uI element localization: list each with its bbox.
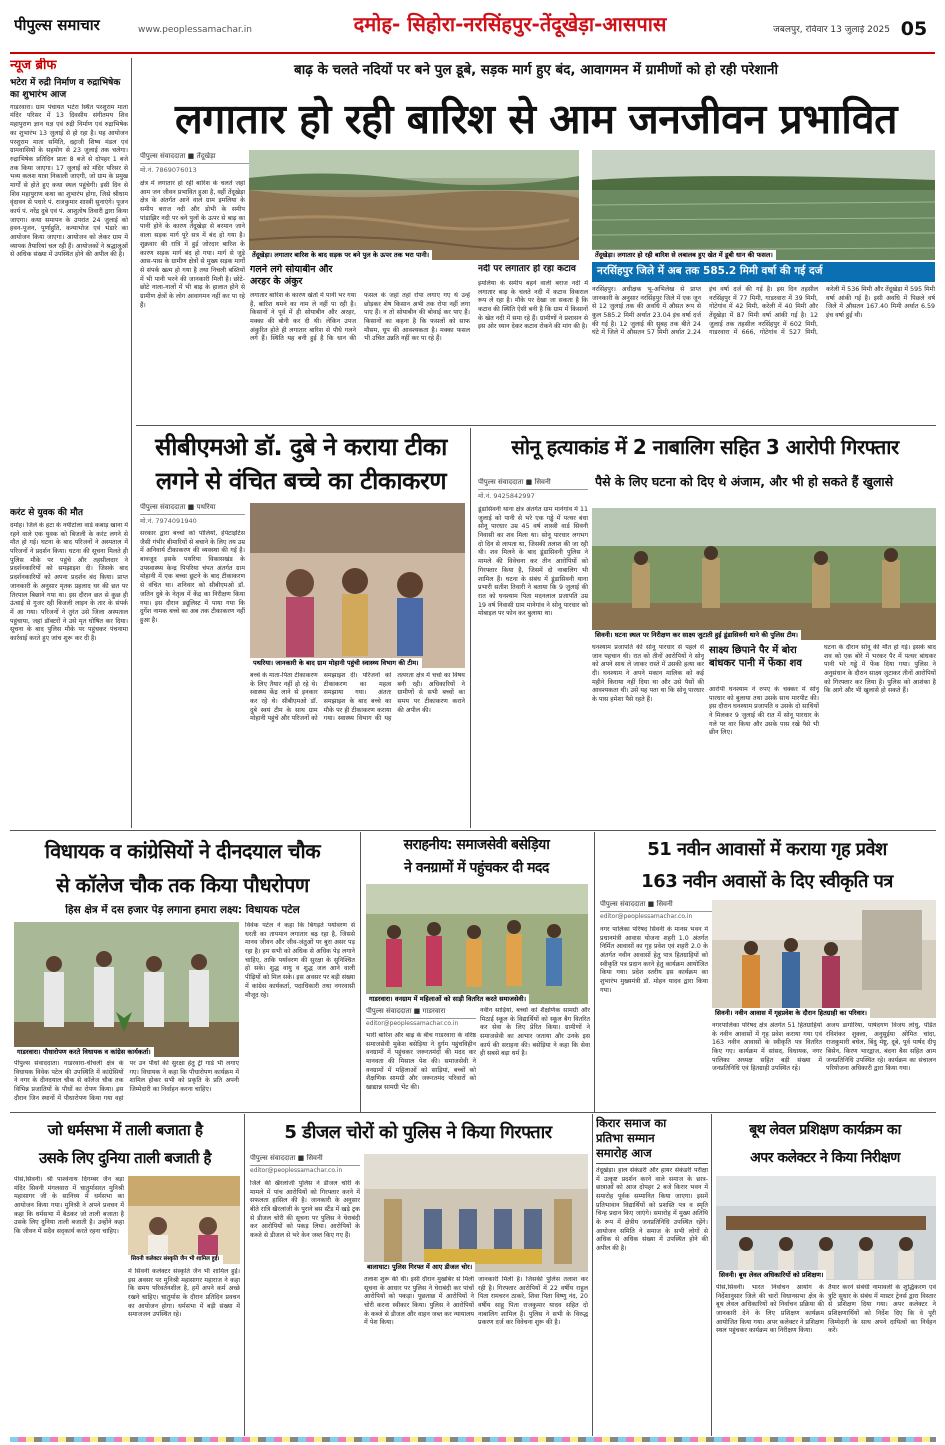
sonu-byline: पीपुल्स संवाददाता ■ सिवनी (478, 478, 588, 490)
booth-headline-2: अपर कलेक्टर ने किया निरीक्षण (750, 1150, 900, 1166)
mla-photo (14, 922, 239, 1057)
page-number: 05 (900, 18, 928, 40)
cbmo-byline: पीपुल्स संवाददाता ■ पथरिया (140, 503, 245, 515)
lead-headline: लगातार हो रही बारिश से आम जनजीवन प्रभावित (175, 95, 897, 143)
kirar-box (596, 1116, 708, 1434)
kirar-headline-2: प्रतिभा सम्मान (596, 1130, 655, 1145)
awas-email: editor@peoplessamachar.co.in (600, 913, 693, 920)
cbmo-photo (250, 503, 465, 668)
taali-photo (128, 1176, 240, 1264)
region-title: दमोह- सिहोरा-नरसिंहपुर-तेंदूखेड़ा-आसपास (353, 12, 667, 36)
cbmo-mobile: मो.नं. 7974091940 (140, 517, 197, 525)
mla-column-1: पीपुल्स संवाददाता। गाडरवारा-चीचली क्षेत्र के विधायक विवेक पटेल की उपस्थिति में कांग्रेसियों ने नगर के दीनदयाल चौक से कॉलेज चौक तक विभिन्न प्रजातियों के पौधों का रोपण किया। इस दौरान जिन स्थानों में पौधारोपण किया गया वहां पर उन पौधों की सुरक्षा हेतु ट्री गार्ड भी लगाए गए। विधायक ने कहा कि पौधारोपण कार्यक्रम में शामिल होकर सभी को प्रकृति के प्रति अपनी जिम्मेदारी का निर्वाहन करना चाहिए। (14, 1060, 239, 1102)
lead-column-erosion: इमलिया के समीप बहने वाली बराज नदी में लगातार बाढ़ के चलते नदी में कटाव विकराल रूप ले रहा है। मौके पर देखा जा सकता है कि कटाव की स्थिति ऐसी बनी है कि ग्राम में किसानों के खेत नदी में समा रहे हैं। ग्रामीणों ने प्रशासन से इस ओर ध्यान देकर कटाव रोकने की मांग की है। (478, 280, 588, 331)
photo-caption: सिवनी। घटना स्थल पर निरीक्षण कर साक्ष्य जुटाती हुई डूंडासिवनी थाने की पुलिस टीम। (592, 630, 801, 640)
column-divider (470, 428, 471, 828)
cbmo-headline-1: सीबीएमओ डॉ. दुबे ने कराया टीका (155, 433, 447, 461)
masthead-rule (10, 52, 935, 54)
taali-headline-2: उसके लिए दुनिया ताली बजाती है (38, 1149, 212, 1167)
sonu-headline: सोनू हत्याकांड में 2 नाबालिग सहित 3 आरोपी गिरफ्तार (511, 435, 899, 459)
sonu-mobile: मो.नं. 9425842997 (478, 492, 535, 500)
photo-caption: गाडरवारा। वनग्राम में महिलाओं को साड़ी वितरित करते समाजसेवी। (366, 994, 529, 1004)
sonu-column-2: घनश्याम प्रजापति की सोनू पारधार से पहले से जान पहचान थी। रात को तीनों आरोपियों ने सोनू को अपने साथ ले जाकर रास्ते में उसकी हत्या कर दी। घनश्याम ने अपने मकान मालिक को कई महीने किराया नहीं दिया था और उसे पैसों की आवश्यकता थी। उसे यह पता था कि सोनू पारधार के पास हमेशा पैसे रहते हैं। (592, 644, 704, 704)
sonu-column-4: घटना के दौरान सोनू की मौत हो गई। इसके बाद शव को एक बोरे में भरकर पैर में पत्थर बांधकर पानी भरे गड्ढे में फेंक दिया गया। पुलिस ने अनुसंधान के दौरान साक्ष्य जुटाकर तीनों आरोपियों को गिरफ्तार कर लिया है। पुलिस को आशंका है कि आगे और भी खुलासे हो सकते हैं। (824, 644, 936, 695)
news-brief-column (10, 58, 128, 828)
column-divider (594, 832, 595, 1112)
basediya-headline-1: सराहनीय: समाजसेवी बसेड़िया (403, 837, 550, 853)
mla-headline-1: विधायक व कांग्रेसियों ने दीनदयाल चौक (44, 839, 321, 863)
booth-photo (716, 1176, 936, 1280)
booth-column-1: पीसं,सिवनी। भारत निर्वाचन आयोग के निर्देशानुसार जिले की चारों विधानसभा क्षेत्र के बूथ लेवल अधिकारियों को निर्वाचन प्रक्रिया की जानकारी देने के लिए प्रशिक्षण कार्यक्रम आयोजित किया गया। अपर कलेक्टर ने प्रशिक्षण स्थल पहुंचकर कार्यक्रम का निरीक्षण किया। (716, 1284, 824, 1335)
column-divider (711, 1114, 712, 1436)
masthead (0, 0, 945, 56)
column-divider (244, 1114, 245, 1436)
diesel-column-1: जिले की खैरलांजी पुलिस ने डीजल चोरी के मामले में पांच आरोपियों को गिरफ्तार करने में सफलता हासिल की है। जानकारी के अनुसार बीते रात्रि खैरलांजी के पुराने बस स्टैंड में खड़े ट्रक से डीजल चोरी की सूचना पर पुलिस ने घेराबंदी कर आरोपियों को पकड़ लिया। आरोपियों के कब्जे से डीजल से भरे केन जब्त किए गए हैं। (250, 1180, 360, 1240)
cbmo-headline-2: लगने से वंचित बच्चे का टीकाकरण (155, 467, 447, 495)
police-illustration (592, 508, 936, 640)
lead-kicker: बाढ़ के चलते नदियों पर बने पुल डूबे, सड़क मार्ग हुए बंद, आवागमन में ग्रामीणों को हो रही परेशानी (293, 62, 779, 78)
taali-column-2: में सिवनी कलेक्टर संस्कृति जैन भी शामिल हुईं। इस अवसर पर मुनिश्री महासागर महाराज ने कहा कि समय परिवर्तनशील है, हमें अपने कर्म अच्छे रखने चाहिए। चातुर्मास के दौरान प्रतिदिन प्रवचन का आयोजन होगा। धर्मसभा में बड़ी संख्या में समाजजन उपस्थित रहे। (128, 1268, 240, 1319)
diesel-column-2: तलाश शुरू की थी। इसी दौरान मुखबिर से मिली सूचना के आधार पर पुलिस ने घेराबंदी कर पांचों आरोपियों को पकड़ा। पूछताछ में आरोपियों ने चोरी करना स्वीकार किया। पुलिस ने आरोपियों के कब्जे से डीजल और वाहन जब्त कर न्यायालय में पेश किया। (364, 1276, 474, 1327)
diesel-email: editor@peoplessamachar.co.in (250, 1167, 343, 1174)
awas-byline: पीपुल्स संवाददाता ■ सिवनी (600, 900, 750, 912)
dharmasabha-illustration (128, 1176, 240, 1264)
kirar-headline-1: किरार समाज का (596, 1116, 667, 1130)
brand-name: पीपुल्स समाचार (14, 16, 100, 34)
plantation-illustration (14, 922, 239, 1057)
basediya-column-1: भारी बारिश और बाढ़ के बीच गाडरवारा के वरिष्ठ समाजसेवी मुकेश बसेड़िया ने दुर्गम पहुंचविहीन वनग्रामों में पहुंचकर जरूरतमंदों की मदद कर मानवता की मिसाल पेश की। समाजसेवी ने वनग्रामों में महिलाओं को साड़ियां, बच्चों को शैक्षणिक सामग्री और जरूरतमंद परिवारों को खाद्यान्न सामग्री भेंट की। (366, 1032, 476, 1092)
taali-headline-1: जो धर्मसभा में ताली बजाता है (47, 1121, 203, 1139)
lead-subhead-erosion: नदी पर लगातार हो रहा कटाव (478, 264, 576, 274)
lead-byline: पीपुल्स संवाददाता ■ तेंदूखेड़ा (140, 152, 255, 164)
housing-illustration (712, 900, 936, 1018)
photo-caption: सिवनी। नवीन आवास में गृहप्रवेश के दौरान हितग्राही का परिवार। (712, 1008, 870, 1018)
brief-title: भटेरा में रुद्री निर्माण व रुद्राभिषेक का शुभारंभ आज (10, 78, 121, 100)
photo-caption: गाडरवारा। पौधारोपण करते विधायक व कांग्रेस कार्यकर्ता। (14, 1047, 154, 1057)
photo-caption: सिवनी कलेक्टर संस्कृति जैन भी शामिल हुईं। (128, 1255, 223, 1264)
diesel-photo (364, 1154, 588, 1272)
registration-bar (10, 1437, 936, 1442)
photo-caption: बालाघाट। पुलिस गिरफ्त में आए डीजल चोर। (364, 1262, 475, 1272)
photo-caption: पथरिया। जानकारी के बाद ग्राम मोहानी पहुंची स्वास्थ्य विभाग की टीम। (250, 658, 422, 668)
awas-column-2: नगरपालिका परिषद क्षेत्र अंतर्गत 51 हितग्राहियों के नवीन आवासों में गृह प्रवेश कराया गया एवं 163 नवीन आवासों के स्वीकृति पत्र वितरित किए गए। कार्यक्रम में सांसद, विधायक, नगर पालिका अध्यक्ष सहित बड़ी संख्या में जनप्रतिनिधि एवं हितग्राही उपस्थित रहे। (712, 1022, 822, 1073)
vaccination-illustration (250, 503, 465, 668)
brief-item (10, 78, 128, 502)
training-illustration (716, 1176, 936, 1280)
column-divider (360, 832, 361, 1112)
brand-logo (14, 16, 134, 40)
awas-headline-1: 51 नवीन आवासों में कराया गृह प्रवेश (647, 839, 887, 860)
basediya-headline-2: ने वनग्रामों में पहुंचकर दी मदद (404, 860, 549, 876)
sonu-deck: पैसे के लिए घटना को दिए थे अंजाम, और भी हो सकते हैं खुलासे (595, 474, 894, 489)
mla-column-2: विवेक पटेल ने कहा कि बिगड़ते पर्यावरण से धरती का तापमान लगातार बढ़ रहा है, जिससे मानव जीवन और जीव-जंतुओं पर बुरा असर पड़ रहा है। हम सभी को अधिक से अधिक पेड़ लगाने चाहिए, ताकि पर्यावरण की सुरक्षा के सुनिश्चित हो सके। शुद्ध वायु व शुद्ध जल आने वाली पीढ़ियों को मिल सके। इस अवसर पर बड़ी संख्या में कांग्रेस कार्यकर्ता, पदाधिकारी तथा नगरवासी मौजूद रहे। (245, 922, 355, 999)
lead-column-1: क्षेत्र में लगातार हो रही बारिश के चलते जहां आम जन जीवन प्रभावित हुआ है, वहीं तेंदूखेड़ा क्षेत्र के अंतर्गत आने वाले ग्राम इमलिया के समीप बराज नदी और डोभी के समीप पांडाझिर नदी पर बने पुलों के ऊपर से बाढ़ का पानी होने के कारण तेंदूखेड़ा से बरमान जाने वाला सड़क मार्ग पूरे सत्र में बंद हो गया है। शुक्रवार की रात्रि में हुई जोरदार बारिश के कारण सड़क मार्ग बंद हो गया। मार्ग से जुड़े आस-पास के ग्रामीण क्षेत्रों से मुख्य सड़क मार्गों से संपर्क खत्म हो गया है तथा निचली बस्तियों में भी पानी भरने की जानकारी मिली है। छोटे-छोटे नाला-नालों में भी बाढ़ के हालात होने से ग्रामीण क्षेत्रों के लोग आवागमन नहीं कर पा रहे हैं। (140, 180, 245, 309)
rain-box (592, 262, 935, 422)
kirar-headline-3: समारोह आज (596, 1146, 708, 1164)
flood-illustration (249, 150, 579, 260)
photo-caption: सिवनी। बूथ लेवल अधिकारियों को प्रशिक्षण। (716, 1270, 826, 1280)
cbmo-column-2: बच्चे के माता-पिता टीकाकरण के लिए तैयार नहीं हो रहे थे। स्वास्थ्य केंद्र लाने से इनकार कर रहे थे। सीबीएमओ डॉ. दुबे स्वयं टीम के साथ ग्राम मोहानी पहुंचे और परिजनों को समझाइश दी। परिजनों को टीकाकरण का महत्व समझाया गया। अंततः समझाइश के बाद बच्चे का मौके पर ही टीकाकरण कराया गया। स्वास्थ्य विभाग की यह तत्परता क्षेत्र में चर्चा का विषय बनी रही। अधिकारियों ने ग्रामीणों से सभी बच्चों का समय पर टीकाकरण कराने की अपील की। (250, 672, 465, 723)
mla-headline-2: से कॉलेज चौक तक किया पौधरोपण (56, 873, 309, 897)
arrest-illustration (364, 1154, 588, 1272)
rain-text: नरसिंहपुर। अधीक्षक भू-अभिलेख से प्राप्त जानकारी के अनुसार नरसिंहपुर जिले में एक जून से 12 जुलाई तक की अवधि में औसत रूप से कुल 585.2 मिमी अर्थात 23.04 इंच वर्षा दर्ज की गई है। 12 जुलाई की सुबह तक बीते 24 घंटे में जिले में औसतन 57 मिमी अर्थात 2.24 इंच वर्षा दर्ज की गई है। इस दिन तहसील नरसिंहपुर में 77 मिमी, गाडरवारा में 39 मिमी, गोटेगांव में 42 मिमी, करेली में 40 मिमी और तेंदूखेड़ा में 87 मिमी वर्षा आंकी गई है। 12 जुलाई तक तहसील नरसिंहपुर में 602 मिमी, गाडरवारा में 666, गोटेगांव में 527 मिमी, करेली में 536 मिमी और तेंदूखेड़ा में 595 मिमी वर्षा आंकी गई है। इसी अवधि में पिछले वर्ष जिले में औसतन 167.40 मिमी अर्थात 6.59 इंच वर्षा हुई थी। (592, 286, 935, 337)
brief-title: करंट से युवक की मौत (10, 507, 83, 518)
booth-headline-1: बूथ लेवल प्रशिक्षण कार्यक्रम का (749, 1122, 901, 1138)
section-rule (10, 830, 936, 831)
lead-photo-flooded-field (592, 150, 935, 260)
basediya-byline: पीपुल्स संवाददाता ■ गाडरवारा (366, 1007, 476, 1019)
site-url: www.peoplessamachar.in (138, 25, 252, 35)
awas-column-1: नगर पालिका परिषद सिवनी के मानस भवन में प्रधानमंत्री आवास योजना शहरी 1.0 अंतर्गत निर्मित आवासों का गृह प्रवेश एवं शहरी 2.0 के अंतर्गत नवीन आवासों हेतु पात्र हितग्राहियों को स्वीकृति पत्र प्रदान करने हेतु कार्यक्रम आयोजित किया गया। प्रदेश स्तरीय इस कार्यक्रम का शुभारंभ मुख्यमंत्री डॉ. मोहन यादव द्वारा किया गया। (600, 926, 708, 994)
section-rule (10, 1112, 936, 1113)
taali-column-1: पीसं,सिवनी। श्री पार्श्वनाथ दिगम्बर जैन बड़ा मंदिर सिवनी मंगलवारा में चातुर्मासरत मुनिश्री महासागर जी के सानिध्य में धर्मसभा का आयोजन किया गया। मुनिश्री ने अपने प्रवचन में कहा कि धर्मसभा में बैठकर जो ताली बजाता है उसके लिए दुनिया ताली बजाती है। उन्होंने कहा कि जीवन में सदैव सद्कार्य करते रहना चाहिए। (14, 1176, 124, 1236)
sonu-subhead: साक्ष्य छिपाने पैर में बोरा बांधकर पानी में फेंका शव (709, 645, 802, 669)
lead-column-soybean: लगातार बारिश के कारण खेतों में पानी भर गया है, बारिश थमने का नाम ले नहीं पा रही है। किसानों ने पूर्व में ही सोयाबीन और अरहर, मक्का की बोनी कर दी थी। लेकिन उपज अंकुरित होते ही लगातार बारिश से पौधे गलने लगे हैं। स्थिति यह बनी हुई है कि धान की फसल के जहां तहां रोपा लगाए गए थे उन्हें छोड़कर शेष किसान अभी तक रोपा नहीं लगा पाए हैं। न तो सोयाबीन की बोवाई कर पाए हैं। किसानों का कहना है कि फसलों को साफ मौसम, धूप की आवश्यकता है। मक्का फसल भी उचित उन्नति नहीं कर पा रहे हैं। (250, 292, 470, 343)
kirar-text: तेंदूखेड़ा। हाल सेकंडरी और हायर सेकंडरी परीक्षा में उत्कृष्ट प्रदर्शन करने वाले समाज के छात्र-छात्राओं को आज दोपहर 2 बजे किरार भवन में समारोह पूर्वक सम्मानित किया जाएगा। इसमें प्रतिभावान विद्यार्थियों को प्रशस्ति पत्र व स्मृति चिन्ह प्रदान किए जाएंगे। समारोह में मुख्य अतिथि के रूप में क्षेत्रीय जनप्रतिनिधि उपस्थित रहेंगे। आयोजन समिति ने समाज के सभी लोगों से अधिक से अधिक संख्या में उपस्थित होने की अपील की है। (596, 1166, 708, 1252)
rain-headline: नरसिंहपुर जिले में अब तक 585.2 मिमी वर्षा की गई दर्ज (592, 262, 935, 282)
brief-item (10, 508, 128, 822)
brief-text: दमोह। जिले के हटा के नयीटोला वार्ड कबाड़ खाना में रहने वाले एक युवक को बिजली के करंट लगने से मौत हो गई। घटना के बाद परिजनों ने अस्पताल में परिजनों ने प्रदर्शन किया। घटना की सूचना मिलते ही पुलिस मौके पर पहुंचे और तहसीलदार ने प्रदर्शनकारियों को समझाइश दी। जिसके बाद प्रदर्शनकारियों को अपना प्रदर्शन बंद किया। प्राप्त जानकारी के अनुसार मृतक प्रहलाद घर की छत पर तिरपाल बिछाने गया था। इस दौरान छत से कुछ ही ऊंचाई से गुजर रही बिजली लाइन के तार के संपर्क में आ गया। परिजनों ने तुरंत उसे जिला अस्पताल पहुंचाया, जहां डॉक्टरों ने उसे मृत घोषित कर दिया। सूचना के बाद पुलिस मौके पर पहुंचकर पंचनामा कार्रवाई करते हुए जांच शुरू कर दी है। (10, 522, 128, 642)
awas-photo (712, 900, 936, 1018)
awas-headline-2: 163 नवीन अवासों के दिए स्वीकृति पत्र (641, 871, 893, 892)
diesel-headline: 5 डीजल चोरों को पुलिस ने किया गिरफ्तार (284, 1122, 552, 1143)
section-rule (136, 425, 936, 426)
sonu-photo (592, 508, 936, 640)
brief-text: गाडरवारा। ग्राम पंचायत भटेरा स्थित परशुराम माता मंदिर परिसर में 13 दिवसीय संगीतमय शिव महापुराण ज्ञान यज्ञ एवं रुद्री निर्माण एवं रुद्राभिषेक का शुभारंभ 13 जुलाई से हो रहा है। यह आयोजन परशुराम माता समिति, दद्दाजी शिष्य मंडल एवं ग्रामवासियों के सहयोग से 23 जुलाई तक चलेगा। रुद्राभिषेक प्रतिदिन प्रातः 8 बजे से दोपहर 1 बजे तक किया जाएगा। 17 जुलाई को मंदिर परिसर से भव्य कलश यात्रा निकाली जाएगी, जो ग्राम के प्रमुख मार्गों से होते हुए कथा स्थल पहुंचेगी। इसी दिन से शिव महापुराण कथा का शुभारंभ होगा, जिसे श्रीधाम वृंदावन से पधारे पं. राजकुमार शास्त्री सुनाएंगे। पूजन कार्य पं. नरेंद्र दुबे एवं पं. आशुतोष तिवारी द्वारा किया जाएगा। कथा समापन के उपरांत 24 जुलाई को हवन-पूजन, पूर्णाहुति, कन्याभोज एवं भंडारे का आयोजन किया जाएगा। आयोजन को लेकर ग्राम में व्यापक तैयारियां चल रही हैं। आयोजकों ने श्रद्धालुओं से अधिक संख्या में उपस्थित होने की अपील की है। (10, 103, 128, 259)
diesel-column-3: जानकारी मिली है। जिसकी पुलिस तलाश कर रही है। गिरफ्तार आरोपियों में 22 वर्षीय राहुल पिता रामचरन ठाकरे, शिवा पिता विष्णु नंद, 20 वर्षीय साहू पिता राजकुमार यादव सहित दो नाबालिग शामिल हैं। पुलिस ने सभी के विरुद्ध प्रकरण दर्ज कर विवेचना शुरू की है। (478, 1276, 588, 1327)
news-brief-label: न्यूज ब्रीफ (10, 58, 57, 73)
column-divider (131, 58, 132, 828)
photo-caption: तेंदूखेड़ा। लगातार हो रही बारिश से लबालब हुए खेत में डूबी धान की फसल। (592, 250, 776, 260)
lead-photo-flooded-bridge (249, 150, 579, 260)
column-divider (592, 1114, 593, 1436)
awas-column-3: अजय डागोरिया, पार्षदगण विजय लोधु, पंडित रविशंकर शुक्ला, अनुसुईया ओमित चांदा, राजकुमारी बघेल, बिंदु मेष्टू, दूबे, पूर्व पार्षद दीपू बिसेन, किरण भारद्वाज, बंदना बैस सहित आम जनप्रतिनिधि उपस्थित रहे। कार्यक्रम का संचालन परियोजना अधिकारी द्वारा किया गया। (826, 1022, 936, 1073)
issue-date: जबलपुर, रविवार 13 जुलाई 2025 (773, 25, 890, 35)
photo-caption: तेंदूखेड़ा। लगातार बारिश के बाद सड़क पर बने पुल के ऊपर तक भरा पानी। (249, 250, 432, 260)
diesel-byline: पीपुल्स संवाददाता ■ सिवनी (250, 1154, 360, 1166)
lead-mobile: मो.नं. 7869076013 (140, 166, 197, 174)
lead-subhead-soybean: गलने लगे सोयाबीन और अरहर के अंकुर (250, 264, 333, 287)
basediya-photo (366, 884, 588, 1004)
sonu-column-3: आरोपी घनश्याम ने रुपए के चक्कर में सोनू पारधार को बुलाया तथा उसके साथ मारपीट की। इस दौरान घनश्याम प्रजापति व उसके दो साथियों ने मिलकर 9 जुलाई की रात में सोनू पारधार के गले पर वार किया और उसके पास रखे पैसे भी छीन लिए। (709, 686, 819, 737)
village-help-illustration (366, 884, 588, 1004)
field-illustration (592, 150, 935, 260)
sonu-column-1: डूंडासिवनी थाना क्षेत्र अंतर्गत ग्राम मानेगांव में 11 जुलाई को पानी से भरे एक गड्ढे में पत्थर बंधा सोनू पारधार उम्र 45 वर्ष शास्त्री वार्ड सिवनी निवासी का शव मिला था। सोनू पारधार लगभग दो दिन से लापता था, जिसकी तलाश की जा रही थी। शव मिलने के बाद डूंडासिवनी पुलिस ने मामले की विवेचना कर तीन आरोपियों को गिरफ्तार किया है, जिसमें दो नाबालिग भी शामिल हैं। घटना के संबंध में डूंडासिवनी थाना प्रभारी सतीश तिवारी ने बताया कि 9 जुलाई की रात को घनश्याम पिता मदनलाल प्रजापति उम्र 19 वर्ष निवासी ग्राम मानेगांव ने सोनू पारधार को मोबाइल पर फोन कर बुलाया था। (478, 506, 588, 618)
mla-deck: हिस क्षेत्र में दस हजार पेड़ लगाना हमारा लक्ष्य: विधायक पटेल (65, 904, 300, 916)
basediya-column-2: नवीन साड़ियां, बच्चों को शैक्षणिक सामग्री और मिठाई स्कूल के विद्यार्थियों को स्कूल बैग वितरित कर सेवा के लिए प्रेरित किया। ग्रामीणों ने समाजसेवी का आभार जताया और उनके इस कार्य की सराहना की। बसेड़िया ने कहा कि सेवा ही सबसे बड़ा धर्म है। (480, 1007, 590, 1058)
cbmo-column-1: सरकार द्वारा बच्चों को पोलियो, हेपेटाइटिस जैसी गंभीर बीमारियों से बचाने के लिए तय उम्र में अनिवार्य टीकाकरण की व्यवस्था की गई है। बावजूद इसके पथरिया विकासखंड के उपस्वास्थ्य केन्द्र पिपरिया चंपत अंतर्गत ग्राम मोहानी में एक बच्चा छूटने के बाद टीकाकरण से वंचित था। शनिवार को सीबीएमओ डॉ. जतिन दुबे के नेतृत्व में केंद्र का निरीक्षण किया गया। इस दौरान ड्यूलिस्ट में पाया गया कि दुर्गेश नामक बच्चे का अब तक टीकाकरण नहीं हुआ है। (140, 530, 245, 624)
basediya-email: editor@peoplessamachar.co.in (366, 1020, 459, 1027)
booth-column-2: तैयार करने संबंधी नामावली के शुद्धिकरण एवं त्रुटि सुधार के संबंध में मास्टर ट्रेनर्स द्वारा विस्तार से प्रशिक्षण दिया गया। अपर कलेक्टर ने प्रशिक्षणार्थियों को निर्देश दिए कि वे पूरी जिम्मेदारी के साथ अपने दायित्वों का निर्वहन करें। (828, 1284, 936, 1335)
